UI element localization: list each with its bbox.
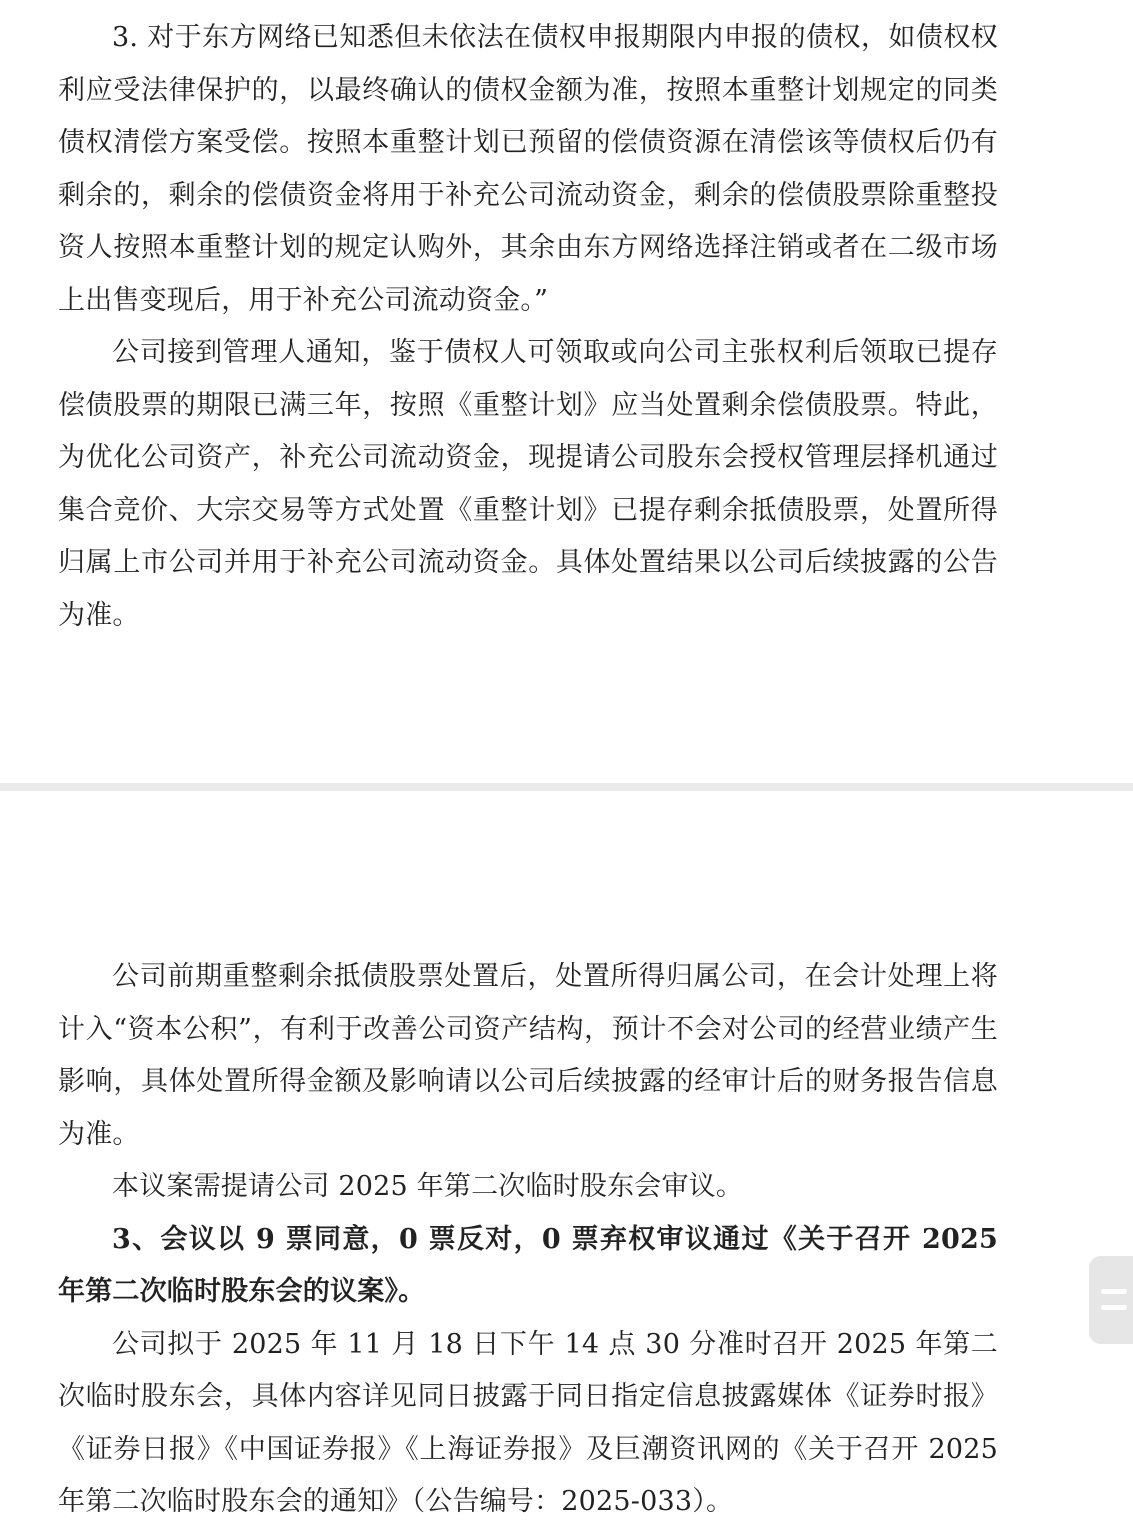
menu-lines-icon-lower: [1101, 1305, 1127, 1310]
page-separator: [0, 783, 1133, 791]
document-page-2: [0, 791, 1133, 1517]
paragraph-accounting-impact: 公司前期重整剩余抵债股票处置后，处置所得归属公司，在会计处理上将计入“资本公积”，有利于改善公司资产结构，预计不会对公司的经营业绩产生影响，具体处置所得金额及影响请以公司后续披露的经审计后的财务报告信息为准。: [58, 961, 998, 1150]
paragraph-submission-note: 本议案需提请公司 2025 年第二次临时股东会审议。: [112, 1171, 744, 1202]
side-menu-handle[interactable]: [1089, 1256, 1133, 1344]
paragraph-meeting-notice: 公司拟于 2025 年 11 月 18 日下午 14 点 30 分准时召开 2025 年第二次临时股东会，具体内容详见同日披露于同日指定信息披露媒体《证券时报》《证券日报》《中国证券报》《上海证券报》及巨潮资讯网的《关于召开 2025 年第二次临时股东会的通知》（公告编号：2025-033）。: [58, 1328, 998, 1517]
paragraph-disposal-proposal: 公司接到管理人通知，鉴于债权人可领取或向公司主张权利后领取已提存偿债股票的期限已满三年，按照《重整计划》应当处置剩余偿债股票。特此，为优化公司资产，补充公司流动资金，现提请公司股东会授权管理层择机通过集合竞价、大宗交易等方式处置《重整计划》已提存剩余抵债股票，处置所得归属上市公司并用于补充公司流动资金。具体处置结果以公司后续披露的公告为准。: [58, 337, 998, 631]
paragraph-claims-clause: 3. 对于东方网络已知悉但未依法在债权申报期限内申报的债权，如债权权利应受法律保护的，以最终确认的债权金额为准，按照本重整计划规定的同类债权清偿方案受偿。按照本重整计划已预留的偿债资源在清偿该等债权后仍有剩余的，剩余的偿债资金将用于补充公司流动资金，剩余的偿债股票除重整投资人按照本重整计划的规定认购外，其余由东方网络选择注销或者在二级市场上出售变现后，用于补充公司流动资金。”: [58, 22, 998, 316]
page-2-body: [58, 951, 998, 1529]
resolution-heading: 3、会议以 9 票同意，0 票反对，0 票弃权审议通过《关于召开 2025 年第二次临时股东会的议案》。: [58, 1223, 998, 1307]
menu-lines-icon: [1101, 1289, 1127, 1294]
page-1-body: [58, 12, 998, 642]
